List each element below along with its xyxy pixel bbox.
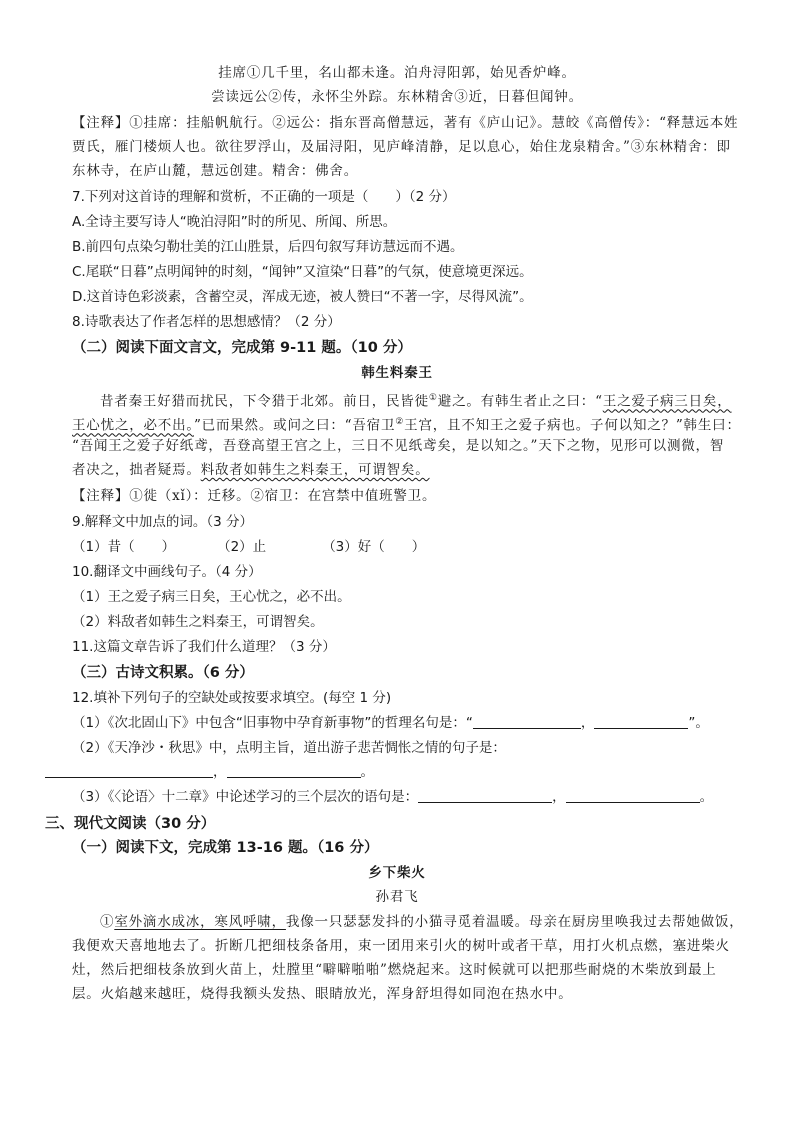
q7-option-a: A.全诗主要写诗人“晚泊浔阳”时的所见、所闻、所思。 xyxy=(72,214,397,230)
part-3-subheading: （一）阅读下文，完成第 13-16 题。（16 分） xyxy=(72,840,379,856)
article-line-1: ①室外滴水成冰，寒风呼啸，我像一只瑟瑟发抖的小猫寻觅着温暖。母亲在厨房里唤我过去帮她做饭， xyxy=(100,914,744,930)
passage-line-3: “吾闻王之爱子好纸鸢，吾登高望王宫之上，三日不见纸鸢矣，是以知之。”天下之物，见形可以测微，智 xyxy=(72,438,725,454)
article-author: 孙君飞 xyxy=(375,889,419,905)
poem-line-2: 尝读远公②传，永怀尘外踪。东林精舍③近，日暮但闻钟。 xyxy=(211,89,583,105)
part-3-heading: 三、现代文阅读（30 分） xyxy=(45,816,216,832)
underlined-phrase: 室外滴水成冰，寒风呼啸， xyxy=(114,914,286,930)
fill-blank[interactable] xyxy=(473,714,581,729)
passage-line-4: 者决之，拙者疑焉。料敌者如韩生之料秦王，可谓智矣。 xyxy=(72,462,430,478)
poem-notes-line-3: 东林寺，在庐山麓，慧远创建。精舍：佛舍。 xyxy=(72,163,358,179)
article-title: 乡下柴火 xyxy=(368,865,426,881)
underlined-sentence-1b: 王心忧之，必不出。 xyxy=(72,417,194,434)
q7-stem: 7.下列对这首诗的理解和赏析，不正确的一项是（ ）（2 分） xyxy=(72,189,456,205)
q12-item-1: （1）《次北固山下》中包含“旧事物中孕育新事物”的哲理名句是：“ ， ”。 xyxy=(72,715,709,731)
passage-line-1: 昔者秦王好猎而扰民，下令猎于北郊。前日，民皆徙①避之。有韩生者止之曰：“王之爱子病三日矣， xyxy=(100,393,732,410)
fill-blank[interactable] xyxy=(227,763,361,778)
poem-notes-line-1: 【注释】①挂席：挂船帆航行。②远公：指东晋高僧慧远，著有《庐山记》。慧皎《高僧传》：“释慧远本姓 xyxy=(72,115,739,131)
q7-option-b: B.前四句点染匀勒壮美的江山胜景，后四句叙写拜访慧远而不遇。 xyxy=(72,239,464,255)
fill-blank[interactable] xyxy=(566,788,700,803)
passage-title: 韩生料秦王 xyxy=(361,365,433,381)
q9-stem: 9.解释文中加点的词。（3 分） xyxy=(72,514,254,530)
article-line-4: 层。火焰越来越旺，烧得我额头发热、眼睛放光，浑身舒坦得如同泡在热水中。 xyxy=(72,986,573,1002)
fill-blank[interactable] xyxy=(45,763,213,778)
q12-stem: 12.填补下列句子的空缺处或按要求填空。(每空 1 分) xyxy=(72,690,392,706)
fill-blank[interactable] xyxy=(418,788,552,803)
q12-item-3: （3）《〈论语〉十二章》中论述学习的三个层次的语句是： ， 。 xyxy=(72,789,714,805)
q12-item-2: （2）《天净沙・秋思》中，点明主旨，道出游子悲苦惆怅之情的句子是： xyxy=(72,740,506,756)
passage-line-2: 王心忧之，必不出。”已而果然。或问之曰：“吾宿卫②王宫，且不知王之爱子病也。子何以知之？”韩生曰： xyxy=(72,417,741,434)
passage-notes: 【注释】①徙（xǐ）：迁移。②宿卫：在宫禁中值班警卫。 xyxy=(72,488,437,504)
q7-option-d: D.这首诗色彩淡素，含蓄空灵，浑成无迹，被人赞曰“不著一字，尽得风流”。 xyxy=(72,289,533,305)
q10-item-2: （2）料敌者如韩生之料秦王，可谓智矣。 xyxy=(72,614,324,630)
article-line-3: 灶，然后把细枝条放到火苗上，灶膛里“噼噼啪啪”燃烧起来。这时候就可以把那些耐烧的木柴放到最上 xyxy=(72,962,717,978)
fill-blank[interactable] xyxy=(594,714,688,729)
section-2-heading: （二）阅读下面文言文，完成第 9-11 题。（10 分） xyxy=(72,340,412,356)
section-3-heading: （三）古诗文积累。（6 分） xyxy=(72,665,254,681)
q7-option-c: C.尾联“日暮”点明闻钟的时刻，“闻钟”又渲染“日暮”的气氛，使意境更深远。 xyxy=(72,264,533,280)
q10-stem: 10.翻译文中画线句子。（4 分） xyxy=(72,564,262,580)
q11-stem: 11.这篇文章告诉了我们什么道理？（3 分） xyxy=(72,639,336,655)
poem-line-1: 挂席①几千里，名山都未逢。泊舟浔阳郭，始见香炉峰。 xyxy=(218,65,576,81)
q9-items: （1）昔（ ） （2）止 （3）好（ ） xyxy=(72,539,426,555)
article-line-2: 我便欢天喜地地去了。折断几把细枝条备用，束一团用来引火的树叶或者干草，用打火机点燃，塞进柴火 xyxy=(72,938,730,954)
q12-item-2-blanks: ， 。 xyxy=(45,761,374,783)
underlined-sentence-2: 料敌者如韩生之料秦王，可谓智矣。 xyxy=(200,462,430,478)
poem-notes-line-2: 贾氏，雁门楼烦人也。欲往罗浮山，及届浔阳，见庐峰清静，足以息心，始住龙泉精舍。”③东林精舍：即 xyxy=(72,139,731,155)
q10-item-1: （1）王之爱子病三日矣，王心忧之，必不出。 xyxy=(72,589,351,605)
underlined-sentence-1a: 王之爱子病三日矣， xyxy=(602,393,732,410)
q8-stem: 8.诗歌表达了作者怎样的思想感情？（2 分） xyxy=(72,314,341,330)
